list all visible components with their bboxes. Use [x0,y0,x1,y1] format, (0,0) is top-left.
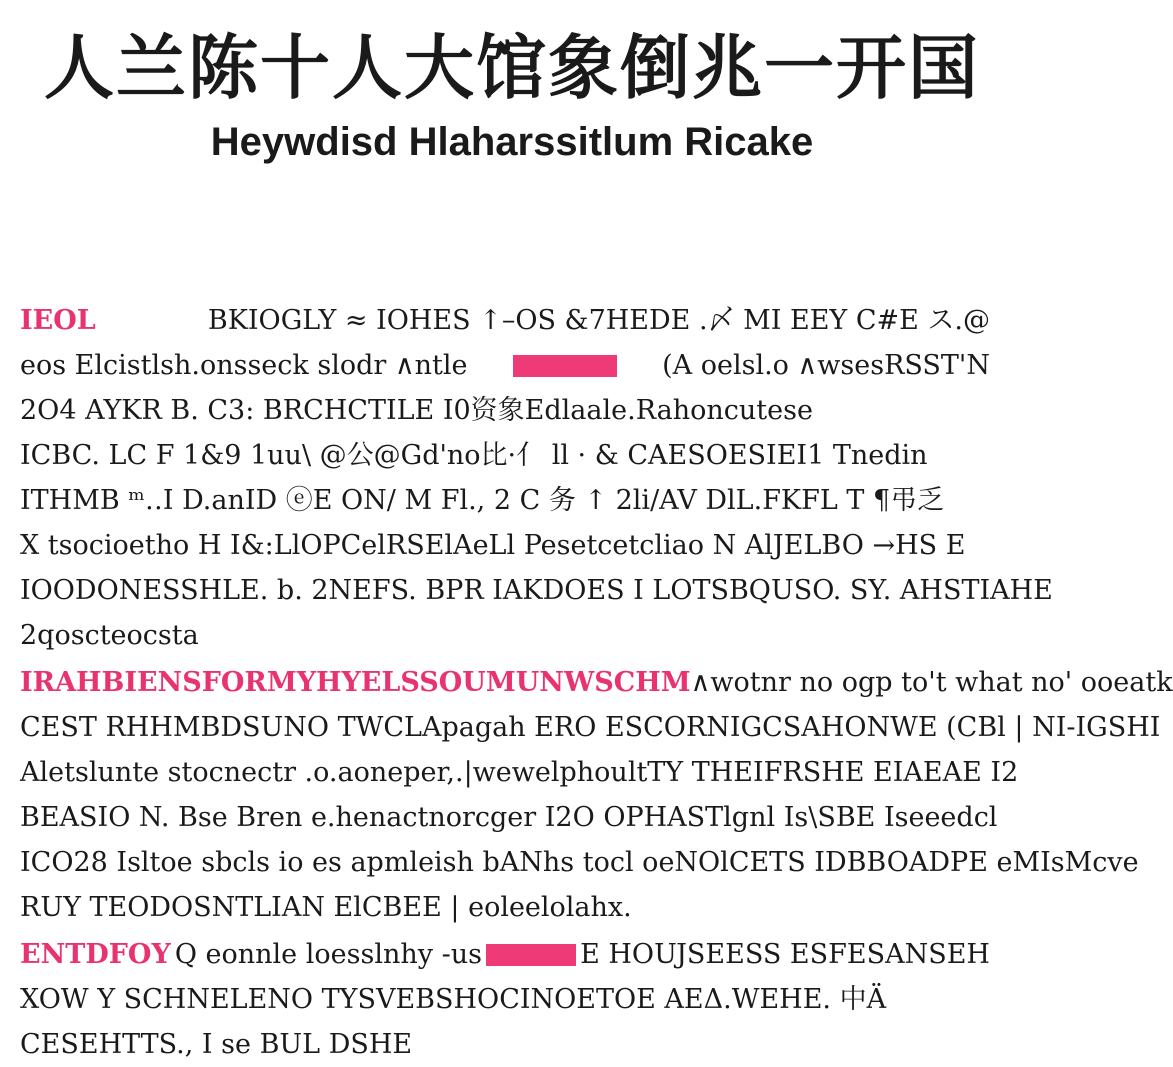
body-line [20,613,990,658]
body-text: (A oelsl.o ∧wsesRSST'N [662,350,990,381]
body-text: X tsocioetho H I&:LlOPCelRSElAeLl Pesetcetcliao N AlJELBO →HS E [20,530,966,561]
body-text: Aletslunte stocnectr .o.aoneper,.|wewelphoultTY THEIFRSHE EIAEAE I2 [20,757,1019,788]
body-line [20,705,1161,750]
body-line [20,1022,990,1067]
highlight-bar [513,355,617,377]
body-text: RUY TEODOSNTLIAN ElCBEE | eoleelolahx. [20,892,632,923]
body-text: Q eonnle loesslnhy -us [174,939,482,970]
document-body [20,298,1173,1067]
body-line [20,343,990,388]
body-text: ICBC. LC F 1&9 1uu\ @公@Gd'no比·亻 ll · & CAESOESIEI1 Tnedin [20,440,928,471]
body-line [20,523,990,568]
body-text: BKIOGLY ≈ IOHES ↑–OS &7HEDE .〆 MI EEY C#E ス.@ [207,305,990,336]
body-line [20,885,990,930]
body-line [20,568,1053,613]
highlight-bar [486,944,576,966]
body-text: ITHMB ᵐ‥I D.anID ⓔE ON/ M Fl., 2 C 务 ↑ 2li/AV DlL.FKFL T ¶弔乏 [20,485,945,516]
body-line [20,660,1173,705]
body-line [20,977,990,1022]
body-line [20,388,990,433]
body-line [20,478,990,523]
body-text: E HOUJSEESS ESFESANSEH [580,939,990,970]
body-text: IOODONESSHLE. b. 2NEFS. BPR IAKDOES I LOTSBQUSO. SY. AHSTIAHE [20,575,1053,606]
body-text: ICO28 Isltoe sbcls io es apmleish bANhs tocl oeNOlCETS IDBBOADPE eMIsMcve [20,847,1139,878]
body-line [20,795,998,840]
highlighted-text: IRAHBIENSFORMYHYELSSOUMUNWSCHM [20,667,691,698]
body-text: BEASIO N. Bse Bren e.henactnorcger I2O OPHASTlgnl Is\SBE Iseeedcl [20,802,998,833]
body-text: 2O4 AYKR B. C3: BRCHCTILE I0资象Edlaale.Rahoncutese [20,395,813,426]
document-subtitle: Heywdisd Hlaharssitlum Ricake [210,120,814,164]
highlighted-text: ENTDFOY [20,939,171,970]
body-line [20,840,1139,885]
body-text: ∧wotnr no ogp to't what no' ooeatk [690,667,1173,698]
body-text: XOW Y SCHNELENO TYSVEBSHOCINOETOE AEΔ.WEHE. 中Ä [20,984,887,1015]
body-text: CESEHTTS., I se BUL DSHE [20,1029,413,1060]
body-text: CEST RHHMBDSUNO TWCLApagah ERO ESCORNIGCSAHONWE (CBl | NI-IGSHI [20,712,1161,743]
body-line [20,298,990,343]
highlighted-text: IEOL [20,305,96,336]
body-line [20,932,990,977]
body-text: eos Elcistlsh.onsseck slodr ∧ntle [20,350,468,381]
body-text: 2qoscteocsta [20,620,199,651]
document-title: 人兰陈十人大馆象倒兆一开国 [44,26,980,109]
body-line [20,750,1019,795]
body-line [20,433,990,478]
